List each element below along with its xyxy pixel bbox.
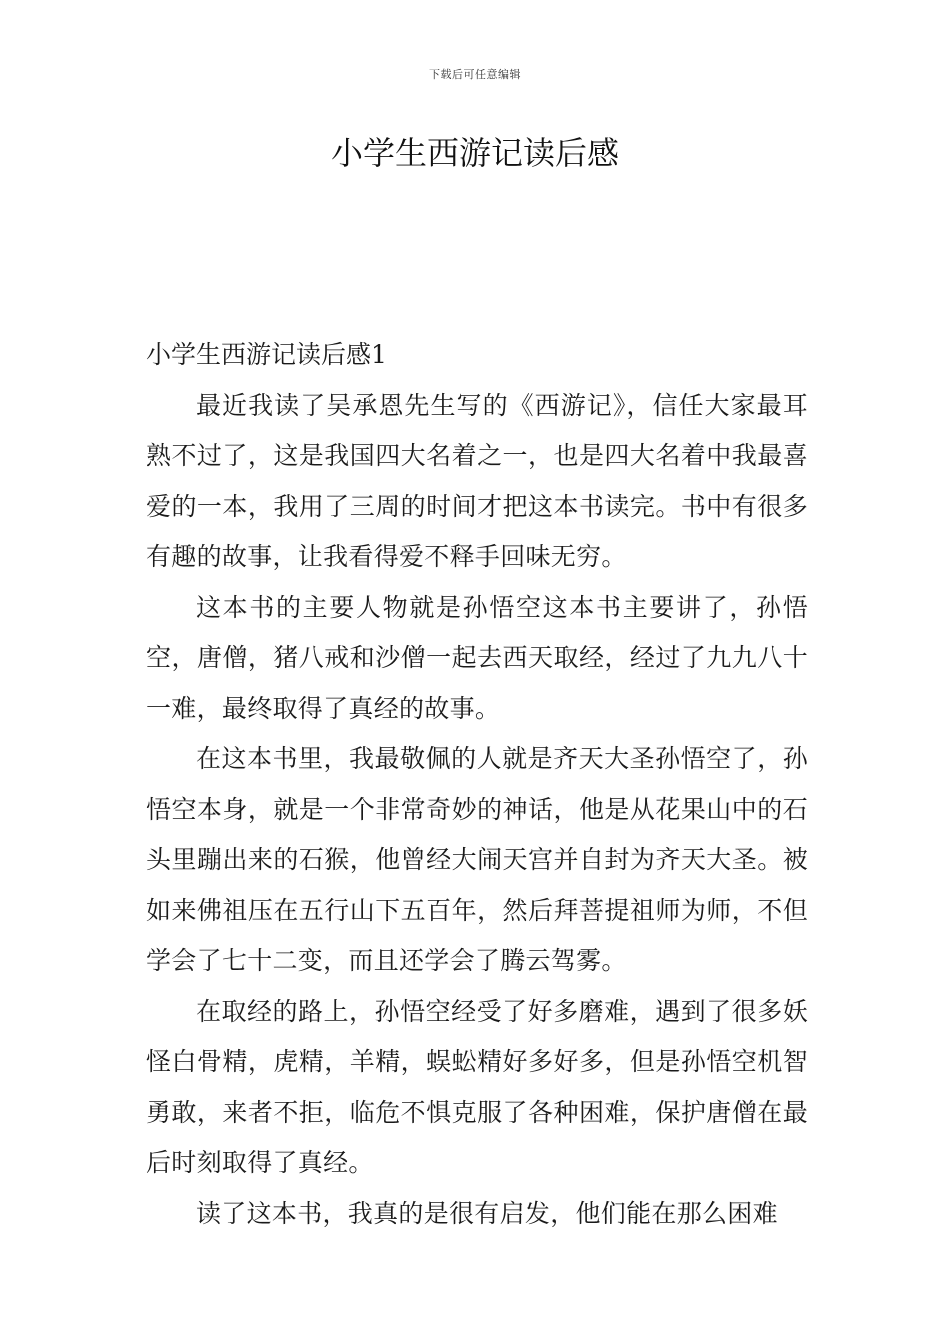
paragraph-5: 读了这本书，我真的是很有启发，他们能在那么困难 [196, 1198, 778, 1228]
document-body [146, 330, 808, 1239]
section-heading: 小学生西游记读后感1 [146, 340, 387, 369]
header-note: 下载后可任意编辑 [429, 68, 521, 81]
document-title: 小学生西游记读后感 [330, 134, 619, 172]
paragraph-3: 在这本书里，我最敬佩的人就是齐天大圣孙悟空了，孙悟空本身，就是一个非常奇妙的神话，他是从花果山中的石头里蹦出来的石猴，他曾经大闹天宫并自封为齐天大圣。被如来佛祖压在五行山下五百年，然后拜菩提祖师为师，不但学会了七十二变，而且还学会了腾云驾雾。 [146, 744, 808, 975]
paragraph-1: 最近我读了吴承恩先生写的《西游记》，信任大家最耳熟不过了，这是我国四大名着之一，也是四大名着中我最喜爱的一本，我用了三周的时间才把这本书读完。书中有很多有趣的故事，让我看得爱不释手回味无穷。 [146, 390, 808, 571]
paragraph-4: 在取经的路上，孙悟空经受了好多磨难，遇到了很多妖怪白骨精，虎精，羊精，蜈蚣精好多好多，但是孙悟空机智勇敢，来者不拒，临危不惧克服了各种困难，保护唐僧在最后时刻取得了真经。 [146, 996, 808, 1177]
paragraph-2: 这本书的主要人物就是孙悟空这本书主要讲了，孙悟空，唐僧，猪八戒和沙僧一起去西天取经，经过了九九八十一难，最终取得了真经的故事。 [146, 592, 808, 723]
